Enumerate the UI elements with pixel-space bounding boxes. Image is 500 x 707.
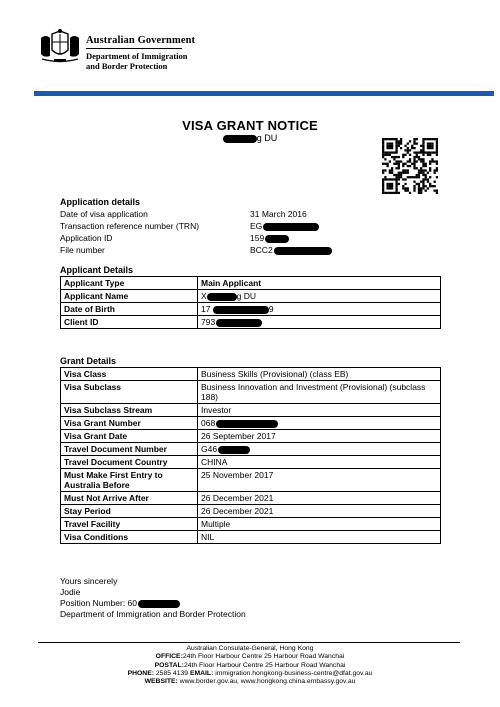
visa-class-value: Business Skills (Provisional) (class EB) [198,368,441,381]
grant-details-table [60,367,441,544]
detail-label: File number [60,245,105,255]
detail-row-file-number [60,245,460,256]
footer-phone-value: 2585 4139 [155,669,189,677]
closing-sincerely: Yours sincerely [60,576,118,586]
visa-conditions-value: NIL [198,531,441,544]
footer-postal [0,662,500,670]
redaction-mark [223,135,257,143]
footer-email-value: immigration.hongkong-business-centre@dfat.gov.au [215,669,373,677]
visa-conditions-label: Visa Conditions [61,531,198,544]
table-row [61,456,441,469]
travel-doc-prefix: G46 [201,444,218,454]
header-divider [86,48,182,49]
table-row [61,303,441,316]
must-not-arrive-after-value: 26 December 2021 [198,492,441,505]
detail-value [250,245,332,255]
trn-value: EG [250,221,263,231]
travel-facility-label: Travel Facility [61,518,198,531]
closing-department: Department of Immigration and Border Protection [60,609,246,619]
visa-class-label: Visa Class [61,368,198,381]
first-entry-label: Must Make First Entry to Australia Before [61,469,198,492]
government-name: Australian Government [86,35,196,46]
application-details-heading: Application details [60,197,141,207]
applicant-details-table [60,276,441,329]
date-of-birth-label: Date of Birth [61,303,198,316]
travel-document-country-label: Travel Document Country [61,456,198,469]
client-id-prefix: 793 [201,317,216,327]
footer-website-label: WEBSITE: [144,678,178,686]
table-row [61,443,441,456]
table-row [61,316,441,329]
footer-postal-value: 24th Floor Harbour Centre 25 Harbour Road Wanchai [183,661,346,669]
footer-phone-label: PHONE: [127,669,155,677]
notice-title: VISA GRANT NOTICE [182,118,318,133]
applicant-name-label: Applicant Name [61,290,198,303]
holder-name-suffix: g DU [256,133,278,143]
dob-prefix: 17 [201,304,211,314]
grant-number-prefix: 068 [201,418,216,428]
government-header [86,35,195,71]
applicant-type-value: Main Applicant [198,277,441,290]
department-line-1: Department of Immigration [86,51,188,61]
redaction-mark [274,247,332,255]
redaction-mark [213,306,269,314]
table-row [61,404,441,417]
table-row [61,430,441,443]
department-line-2: and Border Protection [86,61,168,71]
client-id-label: Client ID [61,316,198,329]
footer-website-value: www.border.gov.au, www.hongkong.china.embassy.gov.au [179,678,356,686]
grant-details-heading: Grant Details [60,356,117,366]
table-row [61,518,441,531]
applicant-name-value [198,290,441,303]
table-row [61,290,441,303]
position-number [60,598,246,609]
detail-label: Date of visa application [60,209,148,219]
visa-grant-date-label: Visa Grant Date [61,430,198,443]
footer-office-value: 24th Floor Harbour Centre 25 Harbour Road Wanchai [182,653,345,661]
must-not-arrive-after-label: Must Not Arrive After [61,492,198,505]
detail-label: Application ID [60,233,113,243]
table-row [61,277,441,290]
redaction-mark [218,446,250,454]
footer-email-label: EMAIL: [189,669,214,677]
detail-row-visa-application-date [60,209,460,220]
stay-period-label: Stay Period [61,505,198,518]
footer-consulate: Australian Consulate-General, Hong Kong [186,645,314,652]
applicant-details-heading: Applicant Details [60,265,134,275]
visa-subclass-label: Visa Subclass [61,381,198,404]
name-suffix: g DU [236,291,257,301]
visa-grant-number-value [198,417,441,430]
signatory-name: Jodie [60,587,81,597]
redaction-mark [138,600,180,608]
footer-postal-label: POSTAL: [154,661,184,669]
visa-subclass-stream-value: Investor [198,404,441,417]
qr-code-icon [382,138,438,194]
client-id-value [198,316,441,329]
date-of-birth-value [198,303,441,316]
closing-block [60,576,246,620]
visa-subclass-value: Business Innovation and Investment (Provisional) (subclass 188) [198,381,441,404]
position-number-text: Position Number: 60 [60,598,138,608]
redaction-mark [216,319,262,327]
detail-value [250,233,289,243]
visa-grant-number-label: Visa Grant Number [61,417,198,430]
travel-facility-value: Multiple [198,518,441,531]
footer-contact [0,670,500,678]
coat-of-arms-icon [38,28,82,64]
first-entry-value: 25 November 2017 [198,469,441,492]
dob-suffix: 9 [268,304,274,314]
footer [0,645,500,686]
footer-office [0,653,500,661]
detail-row-trn [60,221,460,232]
footer-website [0,678,500,686]
header-band [34,91,494,96]
application-id-value: 159 [250,233,265,243]
footer-divider [38,642,460,643]
stay-period-value: 26 December 2021 [198,505,441,518]
table-row [61,381,441,404]
table-row [61,531,441,544]
redaction-mark [216,420,278,428]
footer-office-label: OFFICE: [155,653,183,661]
redaction-mark [265,235,289,243]
detail-row-application-id [60,233,460,244]
table-row [61,492,441,505]
name-prefix: X [201,291,207,301]
travel-document-number-value [198,443,441,456]
redaction-mark [263,223,319,231]
table-row [61,368,441,381]
table-row [61,417,441,430]
visa-subclass-stream-label: Visa Subclass Stream [61,404,198,417]
detail-label: Transaction reference number (TRN) [60,221,200,231]
travel-document-number-label: Travel Document Number [61,443,198,456]
detail-value [250,221,319,231]
visa-grant-date-value: 26 September 2017 [198,430,441,443]
table-row [61,469,441,492]
applicant-type-label: Applicant Type [61,277,198,290]
travel-document-country-value: CHINA [198,456,441,469]
redaction-mark [207,293,237,301]
detail-value: 31 March 2016 [250,209,307,219]
file-number-value: BCC2 [250,245,273,255]
table-row [61,505,441,518]
